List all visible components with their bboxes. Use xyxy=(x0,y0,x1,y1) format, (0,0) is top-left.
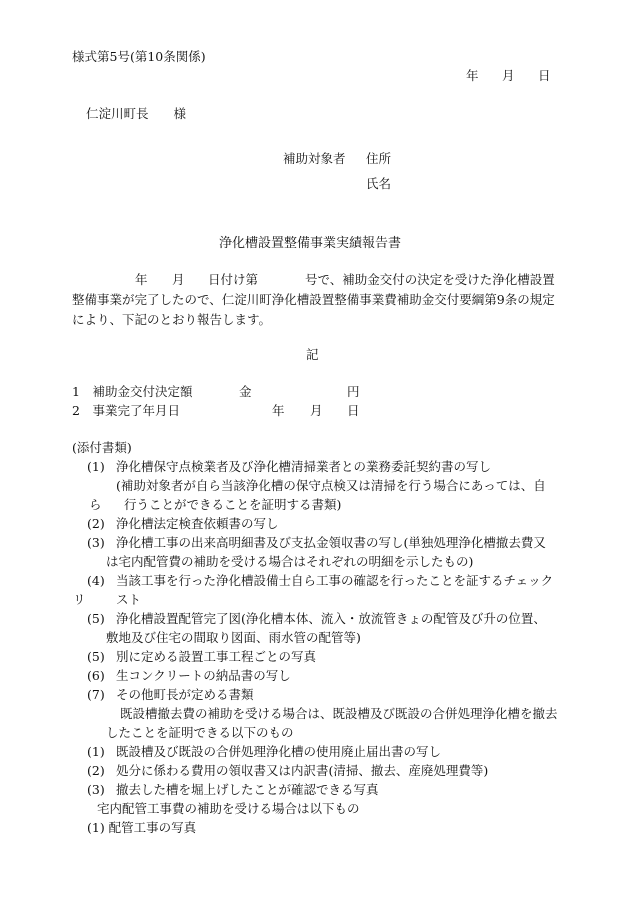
attachment-3-text-line2: は宅内配管費の補助を受ける場合はそれぞれの明細を示したもの) xyxy=(106,554,474,569)
date-day-label: 日 xyxy=(538,68,551,83)
attachments-heading: (添付書類) xyxy=(72,440,132,455)
attachment-1-number: (1) xyxy=(87,459,105,474)
attachment-5b-number: (5) xyxy=(87,649,105,664)
address-label: 住所 xyxy=(366,151,392,166)
attachment-3-number: (3) xyxy=(87,535,105,550)
attachment-5-text-line2: 敷地及び住宅の間取り図面、雨水管の配管等) xyxy=(106,630,361,645)
addressee: 仁淀川町長 様 xyxy=(86,106,187,121)
removal-intro-line1: 既設槽撤去費の補助を受ける場合は、既設槽及び既設の合併処理浄化槽を撤去 xyxy=(120,706,558,721)
name-label: 氏名 xyxy=(366,176,392,191)
body-year: 年 xyxy=(135,272,148,287)
date-year-label: 年 xyxy=(466,68,479,83)
body-line2: 整備事業が完了したので、仁淀川町浄化槽設置整備事業費補助金交付要綱第9条の規定 xyxy=(72,292,555,307)
attachment-1-note-line2b: 行うことができることを証明する書類) xyxy=(124,497,342,512)
item2-day: 日 xyxy=(347,403,360,418)
attachment-6-text: 生コンクリートの納品書の写し xyxy=(116,668,291,683)
item2-month: 月 xyxy=(310,403,323,418)
body-line1-rest: 号で、補助金交付の決定を受けた浄化槽設置 xyxy=(305,272,555,287)
attachment-4-number: (4) xyxy=(87,573,105,588)
removal-item-2-text: 処分に係わる費用の領収書又は内訳書(清掃、撤去、産廃処理費等) xyxy=(116,763,489,778)
removal-item-2-number: (2) xyxy=(87,763,105,778)
ki-marker: 記 xyxy=(306,347,319,362)
item1-label: 1 補助金交付決定額 xyxy=(72,384,193,399)
removal-item-1-number: (1) xyxy=(87,744,105,759)
item2-label: 2 事業完了年月日 xyxy=(72,403,180,418)
piping-intro: 宅内配管工事費の補助を受ける場合は以下もの xyxy=(97,801,360,816)
attachment-1-note-line1: (補助対象者が自ら当該浄化槽の保守点検又は清掃を行う場合にあっては、自 xyxy=(116,478,546,493)
item1-yen: 円 xyxy=(347,384,360,399)
date-month-label: 月 xyxy=(502,68,515,83)
attachment-4-text-line2a: リ xyxy=(73,592,86,607)
body-date-number: 日付け第 xyxy=(208,272,259,287)
removal-item-3-number: (3) xyxy=(87,782,105,797)
removal-item-3-text: 撤去した槽を堀上げしたことが確認できる写真 xyxy=(116,782,379,797)
attachment-2-number: (2) xyxy=(87,516,105,531)
attachment-1-note-line2a: ら xyxy=(89,497,102,512)
body-month: 月 xyxy=(172,272,185,287)
attachment-5-text-line1: 浄化槽設置配管完了図(浄化槽本体、流入・放流管きょの配管及び升の位置、 xyxy=(116,611,546,626)
piping-item-1: (1) 配管工事の写真 xyxy=(87,820,197,835)
attachment-4-text-line1: 当該工事を行った浄化槽設備士自ら工事の確認を行ったことを証するチェック xyxy=(116,573,554,588)
applicant-role-label: 補助対象者 xyxy=(283,151,346,166)
attachment-1-text: 浄化槽保守点検業者及び浄化槽清掃業者との業務委託契約書の写し xyxy=(116,459,492,474)
item1-kin: 金 xyxy=(239,384,252,399)
removal-intro-line2: したことを証明できる以下のもの xyxy=(106,725,294,740)
attachment-4-text-line2b: スト xyxy=(116,592,142,607)
body-line3: により、下記のとおり報告します。 xyxy=(72,312,272,327)
attachment-5b-text: 別に定める設置工事工程ごとの写真 xyxy=(116,649,317,664)
form-number: 様式第5号(第10条関係) xyxy=(72,49,206,64)
item2-year: 年 xyxy=(272,403,285,418)
attachment-5-number: (5) xyxy=(87,611,105,626)
attachment-3-text-line1: 浄化槽工事の出来高明細書及び支払金領収書の写し(単独処理浄化槽撤去費又 xyxy=(116,535,546,550)
attachment-6-number: (6) xyxy=(87,668,105,683)
document-title: 浄化槽設置整備事業実績報告書 xyxy=(219,236,402,251)
attachment-2-text: 浄化槽法定検査依頼書の写し xyxy=(116,516,279,531)
attachment-7-text: その他町長が定める書類 xyxy=(116,687,254,702)
attachment-7-number: (7) xyxy=(87,687,105,702)
removal-item-1-text: 既設槽及び既設の合併処理浄化槽の使用廃止届出書の写し xyxy=(116,744,442,759)
